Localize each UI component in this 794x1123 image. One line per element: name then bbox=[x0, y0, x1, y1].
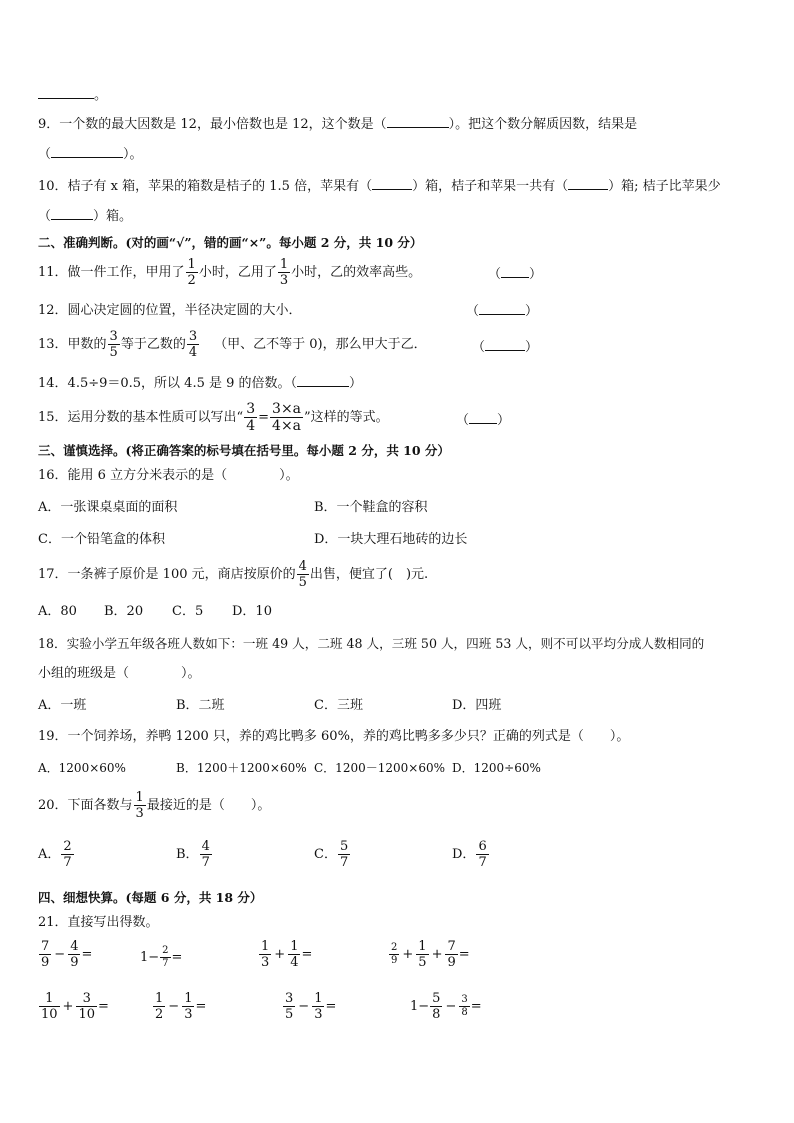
section-2-heading: 二、准确判断。(对的画“√”，错的画“×”。每小题 2 分，共 10 分） bbox=[38, 235, 423, 250]
fraction: $\frac{3}{4}$ bbox=[188, 329, 198, 360]
answer-blank[interactable] bbox=[297, 374, 349, 387]
q20-option-b[interactable]: B． $\frac{4}{7}$ bbox=[176, 839, 210, 870]
fraction: $\frac{1}{3}$ bbox=[135, 790, 144, 821]
question-19: 19．一个饲养场，养鸭 1200 只，养的鸡比鸭多 60%，养的鸡比鸭多多少只？正确的列式是（ ）。 bbox=[38, 729, 630, 744]
q18-option-c[interactable]: C．三班 bbox=[314, 698, 363, 713]
calc-expression-5: $\frac{1}{10}$ + $\frac{3}{10}$ = bbox=[41, 991, 109, 1022]
question-9: 9．一个数的最大因数是 12，最小倍数也是 12，这个数是（ ）。把这个数分解质因数，结果是 bbox=[38, 117, 638, 132]
q18-option-d[interactable]: D．四班 bbox=[452, 698, 502, 713]
q20-option-d[interactable]: D． $\frac{6}{7}$ bbox=[452, 839, 487, 870]
q16-option-c[interactable]: C．一个铅笔盒的体积 bbox=[38, 532, 165, 547]
question-9-line2: （ ）。 bbox=[38, 147, 143, 162]
q20-option-a[interactable]: A． $\frac{2}{7}$ bbox=[38, 839, 72, 870]
answer-blank[interactable] bbox=[372, 177, 412, 190]
q18-option-a[interactable]: A．一班 bbox=[38, 698, 87, 713]
calc-expression-4: $\frac{2}{9}$ + $\frac{1}{5}$ + $\frac{7}{9}$ = bbox=[391, 939, 470, 970]
answer-blank[interactable] bbox=[51, 207, 93, 220]
question-13: 13．甲数的 $\frac{3}{5}$ 等于乙数的 $\frac{3}{4}$ （甲、乙不等于 0)，那么甲大于乙． bbox=[38, 329, 427, 360]
q11-answer: （ ） bbox=[488, 267, 543, 282]
fraction: $\frac{1}{2}$ bbox=[187, 257, 196, 288]
fraction: $\frac{3}{5}$ bbox=[109, 329, 118, 360]
question-20: 20．下面各数与 $\frac{1}{3}$ 最接近的是（ ）。 bbox=[38, 790, 271, 821]
question-10-line2: （ ）箱。 bbox=[38, 209, 133, 224]
fraction: $\frac{4}{5}$ bbox=[298, 559, 307, 590]
answer-blank[interactable] bbox=[485, 338, 525, 351]
question-11: 11．做一件工作，甲用了 $\frac{1}{2}$ 小时，乙用了 $\frac{1}{3}$ 小时，乙的效率高些。 bbox=[38, 257, 422, 288]
fraction: $\frac{6}{7}$ bbox=[478, 839, 487, 870]
q18-option-b[interactable]: B．二班 bbox=[176, 698, 225, 713]
fraction: $\frac{3}{4}$ bbox=[246, 401, 256, 434]
question-21: 21．直接写出得数。 bbox=[38, 915, 159, 930]
answer-blank[interactable] bbox=[568, 177, 608, 190]
q17-option-a[interactable]: A．80 bbox=[38, 604, 77, 619]
answer-blank[interactable] bbox=[469, 411, 497, 424]
calc-expression-8: 1− $\frac{5}{8}$ − $\frac{3}{8}$ = bbox=[410, 991, 482, 1022]
answer-blank[interactable] bbox=[387, 115, 449, 128]
fraction: $\frac{3\times a}{4\times a}$ bbox=[272, 401, 302, 434]
q12-answer: （ ） bbox=[466, 304, 539, 319]
q16-option-d[interactable]: D．一块大理石地砖的边长 bbox=[314, 532, 468, 547]
q16-option-a[interactable]: A．一张课桌桌面的面积 bbox=[38, 500, 178, 515]
q19-option-d[interactable]: D．1200÷60% bbox=[452, 761, 541, 775]
fraction: $\frac{2}{7}$ bbox=[63, 839, 72, 870]
q17-option-c[interactable]: C．5 bbox=[172, 604, 204, 619]
q17-option-b[interactable]: B．20 bbox=[104, 604, 144, 619]
section-4-heading: 四、细想快算。(每题 6 分，共 18 分） bbox=[38, 890, 263, 905]
section-3-heading: 三、谨慎选择。(将正确答案的标号填在括号里。每小题 2 分，共 10 分） bbox=[38, 443, 450, 458]
question-10: 10．桔子有 x 箱，苹果的箱数是桔子的 1.5 倍，苹果有（ ）箱，桔子和苹果一共有（ ）箱; 桔子比苹果少 bbox=[38, 179, 721, 194]
answer-blank[interactable] bbox=[51, 145, 123, 158]
calc-expression-2: 1− $\frac{2}{7}$ = bbox=[140, 945, 183, 969]
calc-expression-7: $\frac{3}{5}$ − $\frac{1}{3}$ = bbox=[285, 991, 337, 1022]
fraction: $\frac{4}{7}$ bbox=[201, 839, 210, 870]
question-16: 16．能用 6 立方分米表示的是（ ）。 bbox=[38, 468, 299, 483]
calc-expression-1: $\frac{7}{9}$ − $\frac{4}{9}$ = bbox=[41, 939, 93, 970]
fraction: $\frac{5}{7}$ bbox=[339, 839, 349, 870]
answer-blank[interactable] bbox=[479, 302, 525, 315]
q19-option-b[interactable]: B．1200＋1200×60% bbox=[176, 761, 307, 775]
q19-option-c[interactable]: C．1200－1200×60% bbox=[314, 761, 445, 775]
answer-blank[interactable] bbox=[38, 86, 94, 99]
q20-option-c[interactable]: C． $\frac{5}{7}$ bbox=[314, 839, 349, 870]
q15-answer: （ ） bbox=[456, 413, 511, 428]
q17-option-d[interactable]: D．10 bbox=[232, 604, 272, 619]
question-17: 17．一条裤子原价是 100 元，商店按原价的 $\frac{4}{5}$ 出售，便宜了( )元. bbox=[38, 559, 429, 590]
question-15: 15．运用分数的基本性质可以写出“ $\frac{3}{4}$ = $\frac{3\times a}{4\times a}$ ”这样的等式。 bbox=[38, 401, 389, 434]
q8-tail: 。 bbox=[38, 86, 107, 105]
question-14: 14．4.5÷9＝0.5，所以 4.5 是 9 的倍数。（ ） bbox=[38, 376, 363, 391]
q13-answer: （ ） bbox=[472, 340, 539, 355]
q19-option-a[interactable]: A．1200×60% bbox=[38, 761, 126, 775]
fraction: $\frac{1}{3}$ bbox=[279, 257, 289, 288]
q16-option-b[interactable]: B．一个鞋盒的容积 bbox=[314, 500, 428, 515]
question-12: 12．圆心决定圆的位置，半径决定圆的大小． bbox=[38, 303, 302, 318]
question-18: 18．实验小学五年级各班人数如下：一班 49 人，二班 48 人，三班 50 人，四班 53 人，则不可以平均分成人数相同的 bbox=[38, 636, 705, 651]
calc-expression-6: $\frac{1}{2}$ − $\frac{1}{3}$ = bbox=[155, 991, 207, 1022]
question-18-line2: 小组的班级是（ ）。 bbox=[38, 666, 201, 681]
calc-expression-3: $\frac{1}{3}$ + $\frac{1}{4}$ = bbox=[261, 939, 313, 970]
answer-blank[interactable] bbox=[501, 265, 529, 278]
